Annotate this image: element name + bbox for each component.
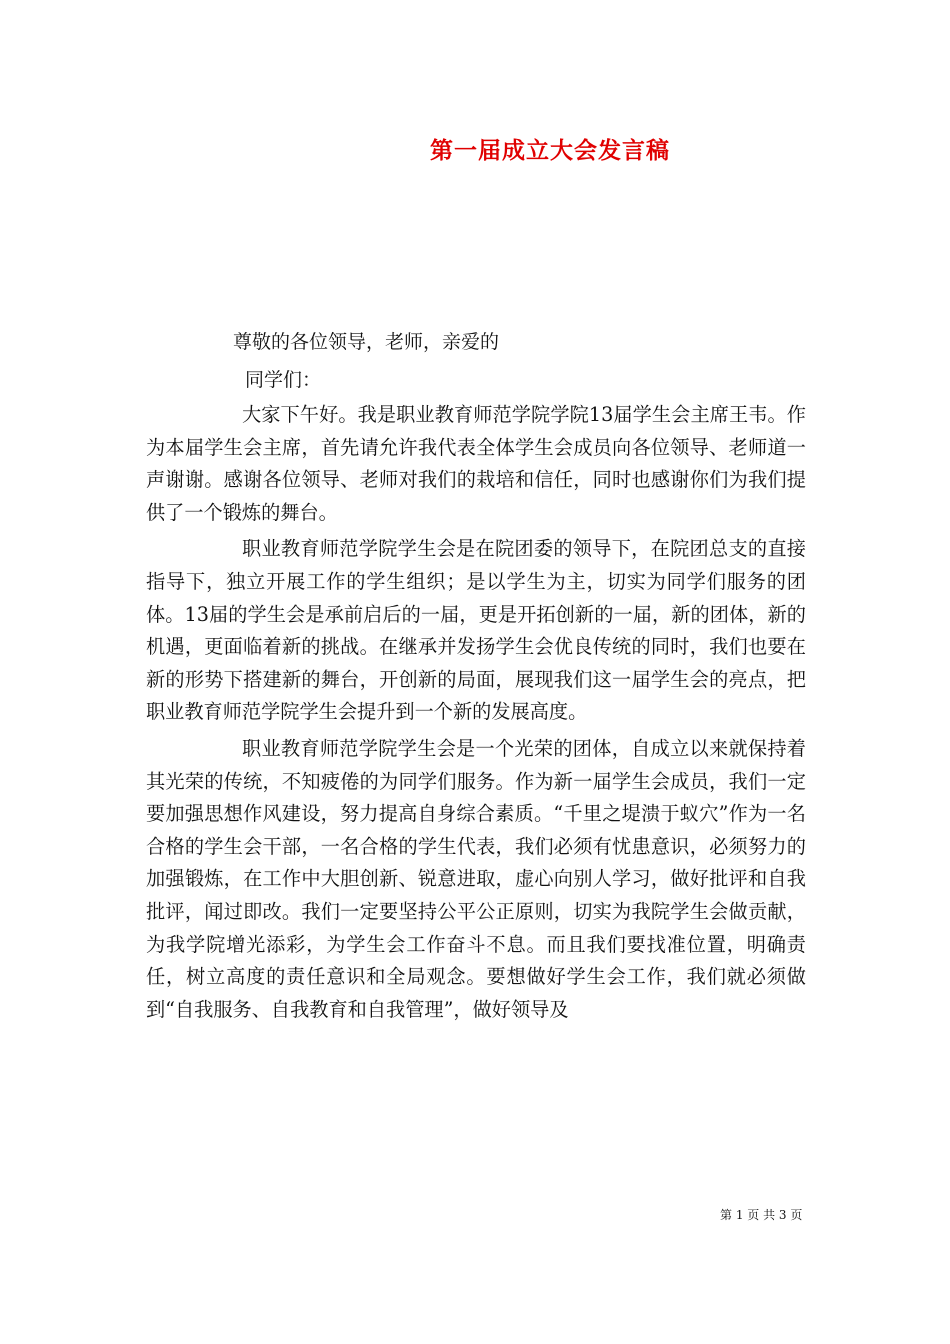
salutation-line-1: 尊敬的各位领导，老师，亲爱的: [233, 331, 500, 353]
paragraph-2: 职业教育师范学院学生会是在院团委的领导下，在院团总支的直接指导下，独立开展工作的学生组织；是以学生为主，切实为同学们服务的团体。13届的学生会是承前启后的一届，更是开拓创新的一届，新的团体，新的机遇，更面临着新的挑战。在继承并发扬学生会优良传统的同时，我们也要在新的形势下搭建新的舞台，开创新的局面，展现我们这一届学生会的亮点，把职业教育师范学院学生会提升到一个新的发展高度。: [146, 537, 806, 724]
document-body: [146, 399, 806, 1030]
page-footer: 第 1 页 共 3 页: [720, 1208, 803, 1222]
document-title: 第一届成立大会发言稿: [430, 138, 670, 164]
paragraph-3: 职业教育师范学院学生会是一个光荣的团体，自成立以来就保持着其光荣的传统，不知疲倦的为同学们服务。作为新一届学生会成员，我们一定要加强思想作风建设，努力提高自身综合素质。“千里之堤溃于蚁穴”作为一名合格的学生会干部，一名合格的学生代表，我们必须有忧患意识，必须努力的加强锻炼，在工作中大胆创新、锐意进取，虚心向别人学习，做好批评和自我批评，闻过即改。我们一定要坚持公平公正原则，切实为我院学生会做贡献，为我学院增光添彩，为学生会工作奋斗不息。而且我们要找准位置，明确责任，树立高度的责任意识和全局观念。要想做好学生会工作，我们就必须做到“自我服务、自我教育和自我管理”，做好领导及: [146, 736, 806, 1021]
salutation-line-2: 同学们：: [245, 369, 322, 391]
paragraph-1: 大家下午好。我是职业教育师范学院学院13届学生会主席王韦。作为本届学生会主席，首先请允许我代表全体学生会成员向各位领导、老师道一声谢谢。感谢各位领导、老师对我们的栽培和信任，同时也感谢你们为我们提供了一个锻炼的舞台。: [146, 403, 806, 524]
